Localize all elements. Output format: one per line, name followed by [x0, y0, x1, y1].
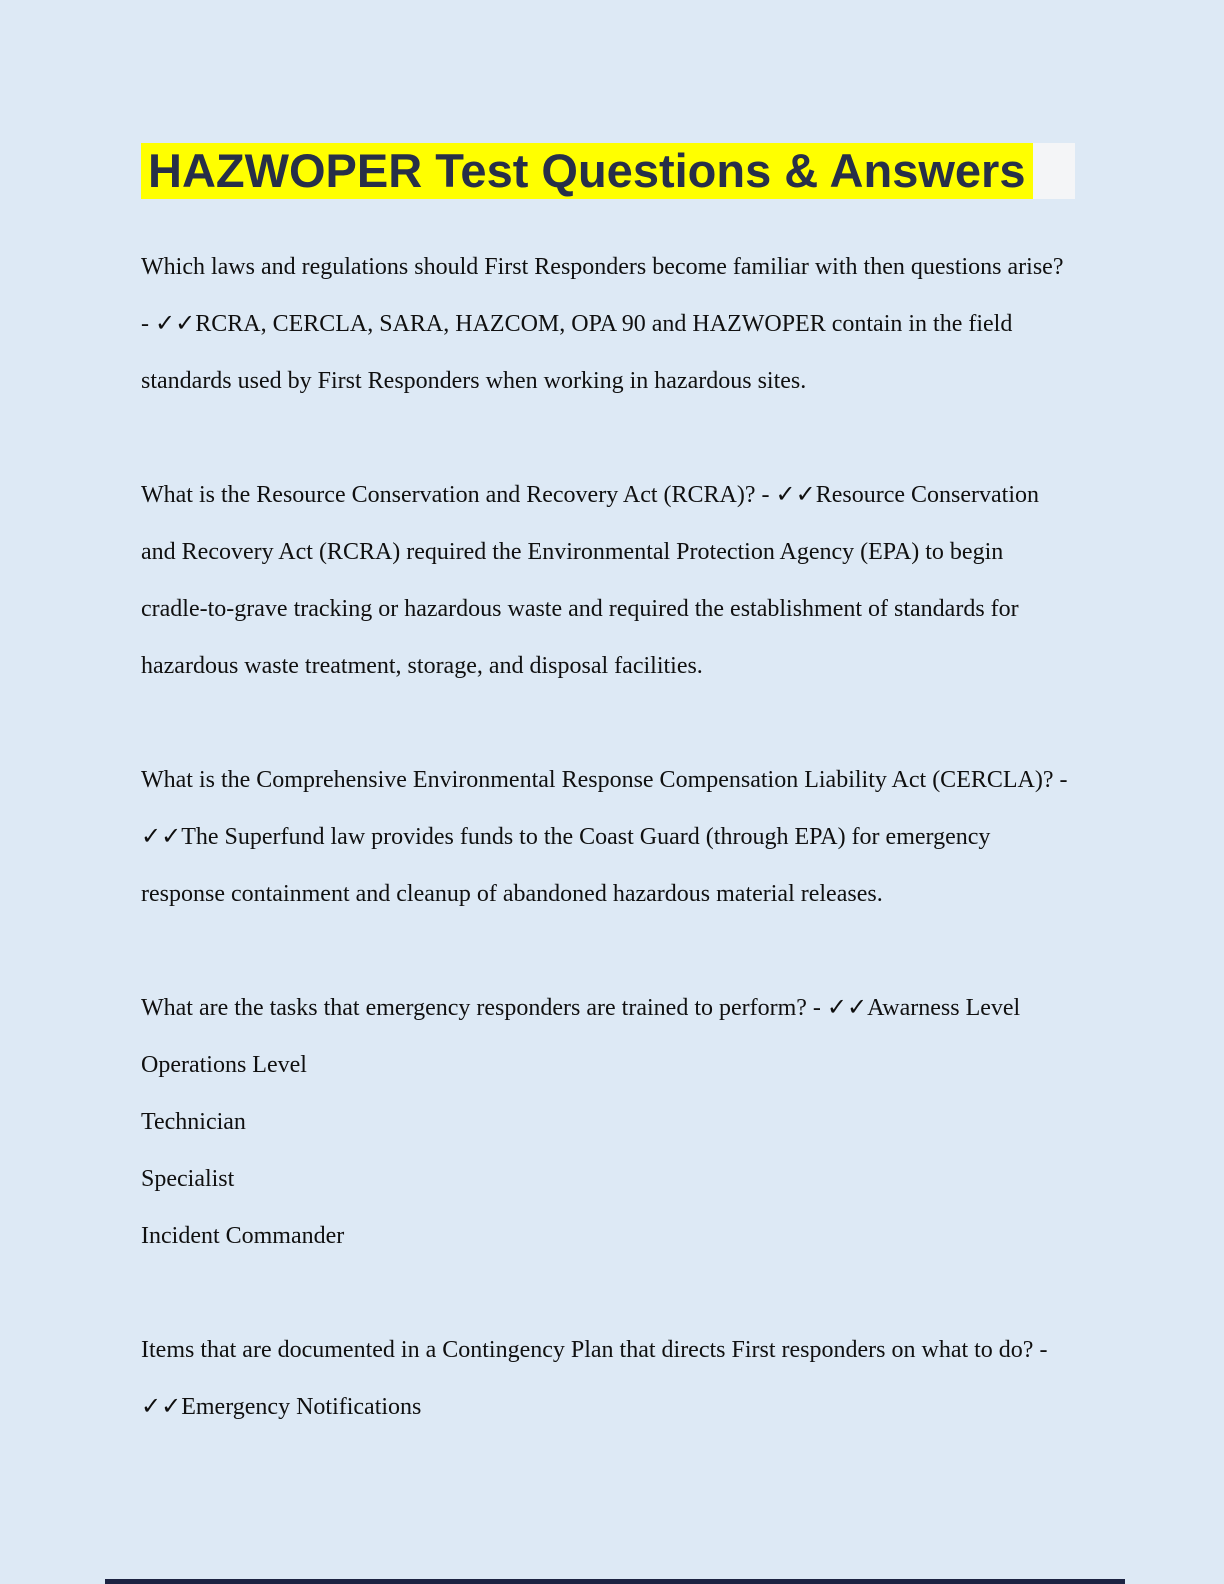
qa-block: [141, 980, 1093, 1265]
qa-line: - ✓✓RCRA, CERCLA, SARA, HAZCOM, OPA 90 and HAZWOPER contain in the field: [141, 311, 1013, 337]
qa-line: What is the Resource Conservation and Recovery Act (RCRA)? - ✓✓Resource Conservation: [141, 482, 1039, 508]
qa-line: What is the Comprehensive Environmental Response Compensation Liability Act (CERCLA)? -: [141, 767, 1068, 793]
qa-line: Operations Level: [141, 1052, 307, 1078]
qa-line: standards used by First Responders when working in hazardous sites.: [141, 368, 807, 394]
qa-line: hazardous waste treatment, storage, and disposal facilities.: [141, 653, 703, 679]
page-title: HAZWOPER Test Questions & Answers: [141, 143, 1033, 199]
qa-block: [141, 239, 1093, 410]
qa-line: What are the tasks that emergency responders are trained to perform? - ✓✓Awarness Level: [141, 995, 1021, 1021]
qa-line: Specialist: [141, 1166, 235, 1192]
qa-block: [141, 752, 1093, 923]
qa-line: Items that are documented in a Contingency Plan that directs First responders on what to do? -: [141, 1337, 1048, 1363]
document-page: [141, 143, 1093, 1436]
qa-line: Which laws and regulations should First Responders become familiar with then questions arise?: [141, 254, 1064, 280]
qa-block: [141, 1322, 1093, 1436]
qa-line: ✓✓The Superfund law provides funds to the Coast Guard (through EPA) for emergency: [141, 824, 991, 850]
qa-line: and Recovery Act (RCRA) required the Environmental Protection Agency (EPA) to begin: [141, 539, 1004, 565]
qa-line: response containment and cleanup of abandoned hazardous material releases.: [141, 881, 883, 907]
qa-line: cradle-to-grave tracking or hazardous waste and required the establishment of standards for: [141, 596, 1019, 622]
next-page-edge: [105, 1579, 1125, 1584]
title-row: [141, 143, 1093, 199]
qa-line: Technician: [141, 1109, 246, 1135]
qa-line: ✓✓Emergency Notifications: [141, 1394, 422, 1420]
qa-block: [141, 467, 1093, 695]
qa-line: Incident Commander: [141, 1223, 345, 1249]
title-highlight-tail: [1033, 143, 1075, 199]
